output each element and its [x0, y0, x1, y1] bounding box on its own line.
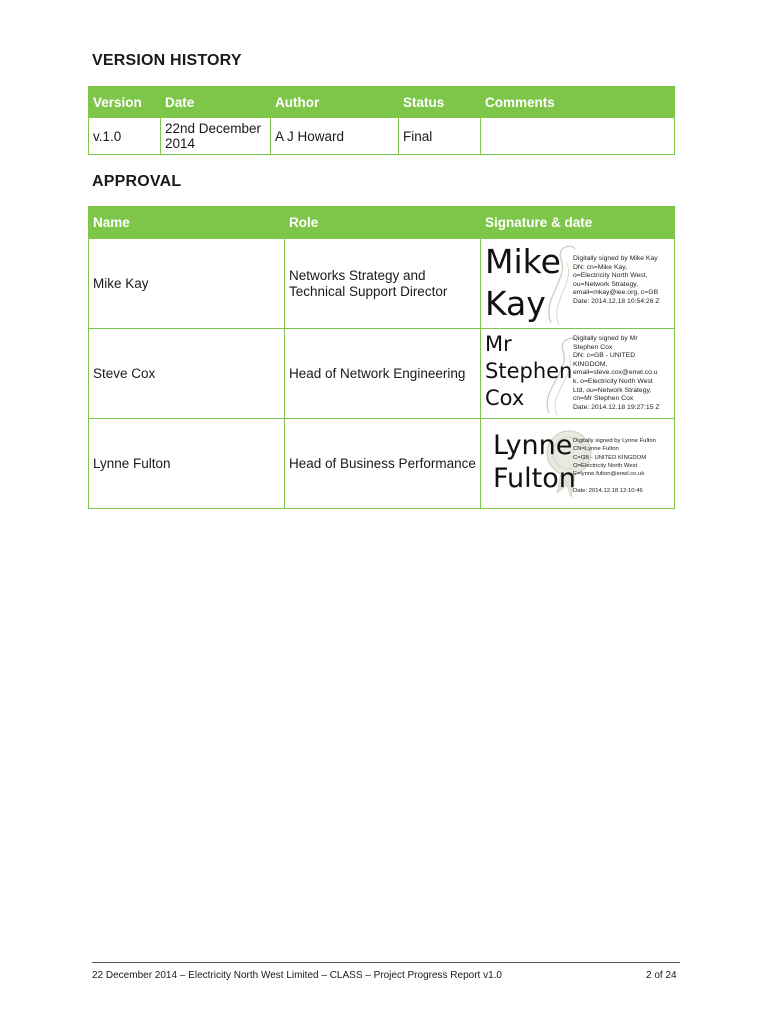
- column-header-version: Version: [89, 87, 161, 118]
- signature-name: Lynne Fulton: [493, 430, 576, 494]
- digital-signature: [481, 239, 674, 328]
- table-header-row: [89, 207, 675, 239]
- comments-cell: [481, 118, 675, 155]
- signature-details: Digitally signed by Mike Kay DN: cn=Mike Kay, o=Electricity North West, ou=Network Strategy, email=mkay@iee.org, c=GB Date: 2014.12.18 10:54:26 Z: [573, 255, 660, 305]
- date-cell: 22nd December 2014: [161, 118, 271, 155]
- digital-signature: [481, 419, 674, 508]
- approver-role: Networks Strategy and Technical Support Director: [285, 239, 481, 329]
- approver-role: Head of Network Engineering: [285, 329, 481, 419]
- column-header-status: Status: [399, 87, 481, 118]
- status-cell: Final: [399, 118, 481, 155]
- approval-heading: APPROVAL: [92, 173, 182, 190]
- digital-signature: [481, 329, 674, 418]
- column-header-role: Role: [285, 207, 481, 239]
- signature-details: Digitally signed by Lynne Fulton CN=Lynne Fulton C=GB - UNITED KINGDOM O=Electricity North West E=lynne.fulton@enwl.co.uk Date: 2014.12.18 12:10:46: [573, 438, 656, 494]
- table-row: [89, 118, 675, 155]
- signature-name: Mike Kay: [485, 242, 561, 323]
- approver-name: Steve Cox: [89, 329, 285, 419]
- signature-cell: [481, 419, 675, 509]
- signature-name: Mr Stephen Cox: [485, 332, 573, 410]
- signature-cell: [481, 239, 675, 329]
- signature-details: Digitally signed by Mr Stephen Cox DN: c=GB - UNITED KINGDOM, email=steve.cox@enwl.co.u k, o=Electricity North West Ltd, ou=Network Strategy, cn=Mr Stephen Cox Date: 2014.12.18 19:27:15 Z: [573, 335, 660, 411]
- approver-name: Mike Kay: [89, 239, 285, 329]
- table-row: [89, 239, 675, 329]
- footer-text: 22 December 2014 – Electricity North West Limited – CLASS – Project Progress Report v1.0: [92, 970, 502, 981]
- version-history-heading: VERSION HISTORY: [92, 52, 242, 69]
- footer-divider: [92, 962, 680, 963]
- column-header-name: Name: [89, 207, 285, 239]
- page-number: 2 of 24: [646, 970, 677, 981]
- approver-name: Lynne Fulton: [89, 419, 285, 509]
- author-cell: A J Howard: [271, 118, 399, 155]
- column-header-comments: Comments: [481, 87, 675, 118]
- approver-role: Head of Business Performance: [285, 419, 481, 509]
- version-history-table: [88, 86, 675, 155]
- signature-cell: [481, 329, 675, 419]
- table-header-row: [89, 87, 675, 118]
- column-header-date: Date: [161, 87, 271, 118]
- version-cell: v.1.0: [89, 118, 161, 155]
- column-header-signature: Signature & date: [481, 207, 675, 239]
- table-row: [89, 419, 675, 509]
- table-row: [89, 329, 675, 419]
- column-header-author: Author: [271, 87, 399, 118]
- approval-table: [88, 206, 675, 509]
